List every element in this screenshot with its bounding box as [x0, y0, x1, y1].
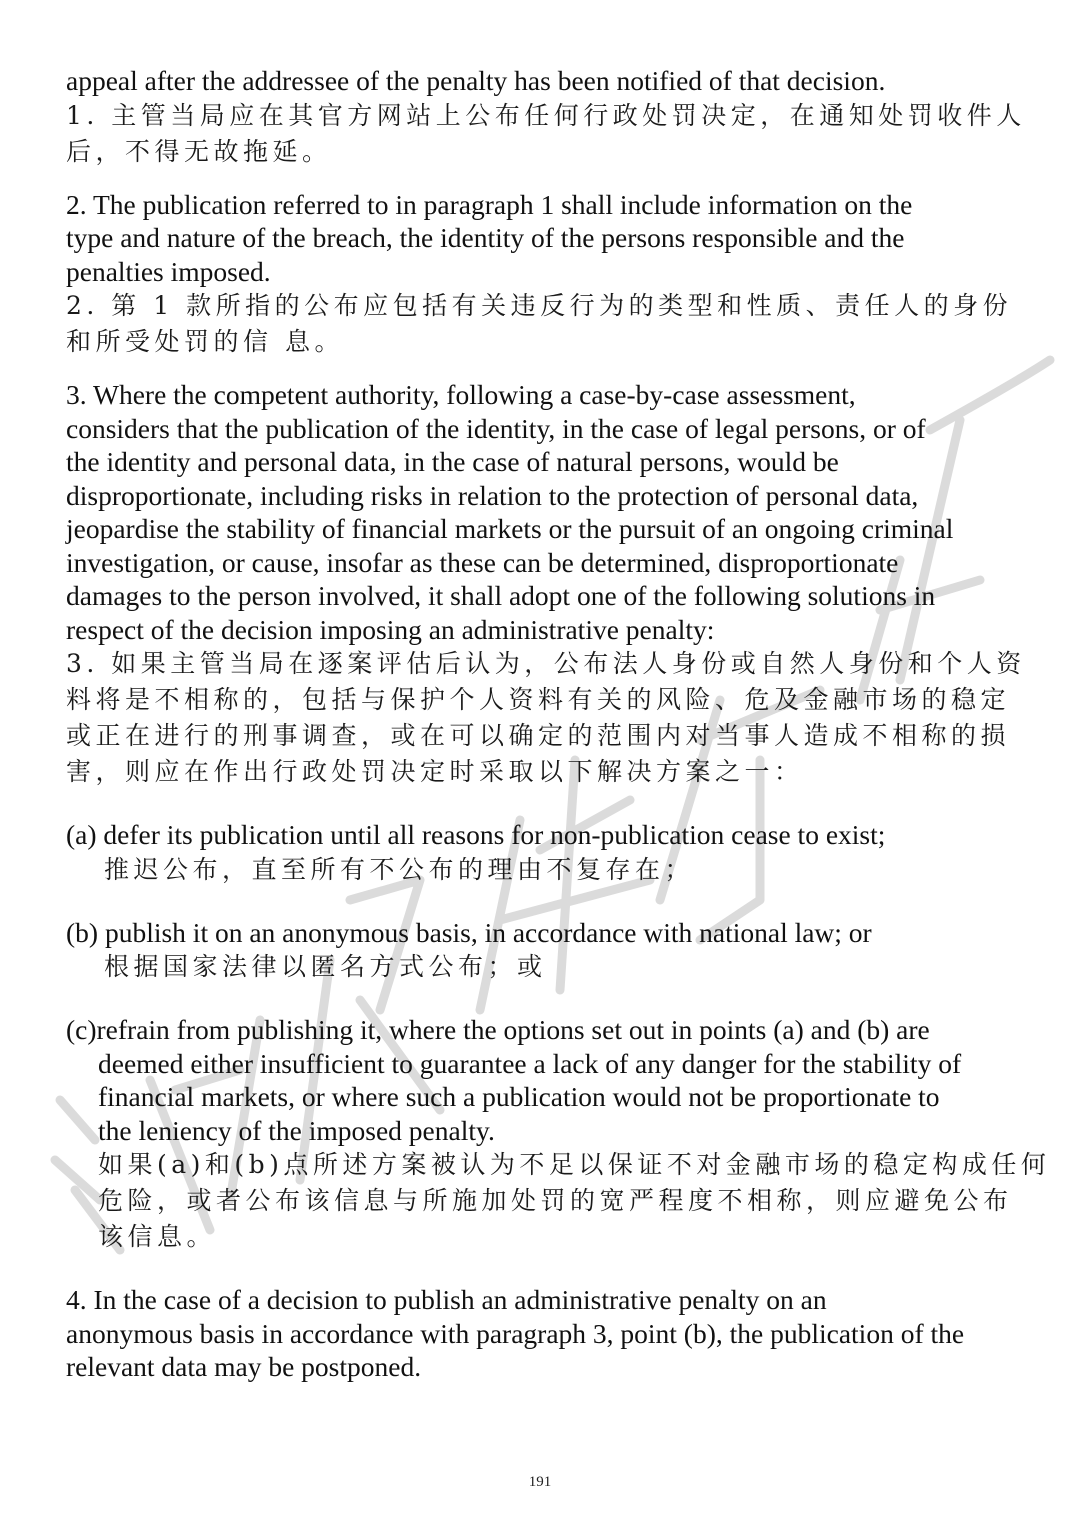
item-c-en-line: the leniency of the imposed penalty. [98, 1114, 495, 1146]
intro-en-line: appeal after the addressee of the penalty has been notified of that decision. [66, 65, 886, 96]
item-c-zh-line: 如果(a)和(b)点所述方案被认为不足以保证不对金融市场的稳定构成任何 [98, 1150, 1051, 1179]
page-number: 191 [528, 1474, 552, 1490]
paragraph-4-en-line: anonymous basis in accordance with paragraph 3, point (b), the publication of the [66, 1317, 965, 1349]
document-page [66, 64, 1051, 1384]
item-c-en-line: (c)refrain from publishing it, where the options set out in points (a) and (b) are [66, 1014, 930, 1045]
paragraph-3-zh-line: 害，则应在作出行政处罚决定时采取以下解决方案之一： [66, 757, 804, 786]
paragraph-3-zh-line: 3. 如果主管当局在逐案评估后认为，公布法人身份或自然人身份和个人资 [66, 649, 1026, 678]
paragraph-2-en-line: penalties imposed. [66, 255, 271, 287]
paragraph-2-zh-line: 和所受处罚的信 息。 [66, 327, 344, 356]
paragraph-2-en-line: 2. The publication referred to in paragraph 1 shall include information on the [66, 188, 913, 220]
paragraph-3-en-line: respect of the decision imposing an administrative penalty: [66, 613, 715, 645]
paragraph-3-en-line: damages to the person involved, it shall adopt one of the following solutions in [66, 580, 936, 611]
paragraph-3-zh-line: 料将是不相称的，包括与保护个人资料有关的风险、危及金融市场的稳定 [66, 685, 1011, 714]
paragraph-3-en-line: considers that the publication of the identity, in the case of legal persons, or of [66, 412, 926, 444]
paragraph-3-en-line: investigation, or cause, insofar as these can be determined, disproportionate [66, 546, 899, 578]
article-1-zh-line: 后，不得无故拖延。 [66, 136, 332, 166]
item-c-zh-line: 该信息。 [98, 1222, 217, 1251]
item-c-en-line: financial markets, or where such a publication would not be proportionate to [98, 1081, 940, 1112]
item-b-en-line: (b) publish it on an anonymous basis, in accordance with national law; or [66, 916, 872, 948]
item-a-zh-line: 推迟公布，直至所有不公布的理由不复存在； [104, 854, 695, 884]
paragraph-3-en-line: 3. Where the competent authority, following a case-by-case assessment, [66, 379, 856, 410]
paragraph-2-en-line: type and nature of the breach, the identity of the persons responsible and the [66, 222, 905, 253]
paragraph-3-en-line: the identity and personal data, in the case of natural persons, would be [66, 446, 839, 477]
paragraph-3-en-line: disproportionate, including risks in relation to the protection of personal data, [66, 479, 919, 511]
article-1-zh-line: 1. 主管当局应在其官方网站上公布任何行政处罚决定，在通知处罚收件人 [66, 100, 1026, 130]
item-b-zh-line: 根据国家法律以匿名方式公布；或 [104, 952, 547, 981]
item-c-zh-line: 危险，或者公布该信息与所施加处罚的宽严程度不相称，则应避免公布 [98, 1186, 1013, 1215]
item-a-en-line: (a) defer its publication until all reasons for non-publication cease to exist; [66, 819, 886, 850]
item-c-en-line: deemed either insufficient to guarantee a lack of any danger for the stability of [98, 1047, 962, 1079]
paragraph-4-en-line: 4. In the case of a decision to publish an administrative penalty on an [66, 1284, 827, 1315]
paragraph-2-zh-line: 2. 第 1 款所指的公布应包括有关违反行为的类型和性质、责任人的身份 [66, 291, 1013, 320]
paragraph-3-en-line: jeopardise the stability of financial markets or the pursuit of an ongoing criminal [66, 513, 954, 544]
paragraph-3-zh-line: 或正在进行的刑事调查，或在可以确定的范围内对当事人造成不相称的损 [66, 721, 1011, 750]
paragraph-4-en-line: relevant data may be postponed. [66, 1351, 422, 1382]
